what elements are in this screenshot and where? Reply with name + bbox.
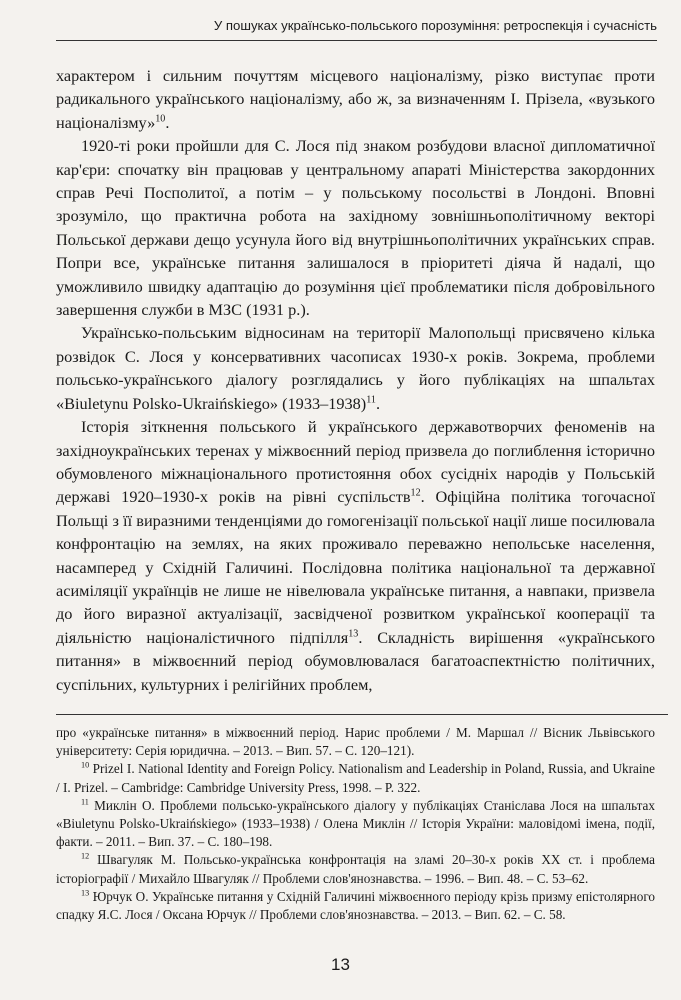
paragraph-3-text: Українсько-польським відносинам на території Малопольщі присвячено кілька розвідок С. Лося у консервативних часописах 1930-х років. Зокрема, проблеми польсько-українського діалогу розглядались у його публікаціях на шпальтах «Biuletynu Polsko-Ukraińskiego» (1933–1938) — [56, 323, 655, 413]
footnote-text: Миклін О. Проблеми польсько-українського діалогу у публікаціях Станіслава Лося на шпальтах «Biuletynu Polsko-Ukraińskiego» (1933–1938) / Олена Миклін // Історія України: маловідомі імена, події, факти. – 2011. – Вип. 37. – С. 180–198. — [56, 797, 655, 850]
footnote-12 — [56, 851, 655, 887]
footnote-ref-10: 10 — [155, 113, 166, 125]
footnote-text: Юрчук О. Українське питання у Східній Галичині міжвоєнного періоду крізь призму епістолярного спадку Я.С. Лося / Оксана Юрчук // Проблеми слов'янознавства. – 2013. – Вип. 62. – С. 58. — [56, 888, 655, 923]
footnote-number: 12 — [81, 852, 90, 862]
paragraph-4 — [56, 415, 655, 696]
paragraph-4-text-b: . Офіційна політика тогочасної Польщі з її виразними тенденціями до гомогенізації польської нації лише посилювала конфронтацію на землях, на яких проживало переважно непольське населення, насамперед у Східній Галичині. Послідовна політика національної та державної асиміляції українців не лише не нівелювала українське питання, а навпаки, призвела до його виразної актуалізації, засвідченої розвитком української кооперації та діяльністю націоналістичного підпілля — [56, 487, 656, 647]
paragraph-3 — [56, 321, 655, 415]
paragraph-1-end: . — [165, 112, 170, 132]
paragraph-1-text: характером і сильним почуттям місцевого націоналізму, різко виступає проти радикального українського націоналізму, або ж, за визначенням І. Прізела, «вузького націоналізму» — [56, 66, 655, 132]
paragraph-3-end: . — [375, 393, 381, 413]
paragraph-4-text-a: Історія зіткнення польського й українського державотворчих феноменів на західноукраїнських теренах у міжвоєнний період призвела до поглиблення історично обумовленого міжнаціонального протистояння обох сусідніх народів у Польській державі 1920–1930-х років на рівні суспільств — [56, 417, 655, 507]
paragraph-1 — [56, 64, 655, 134]
footnote-ref-12: 12 — [410, 487, 421, 499]
main-text — [56, 64, 655, 696]
footnote-11 — [56, 797, 655, 852]
footnote-number: 10 — [81, 761, 90, 771]
footnote-ref-11: 11 — [366, 394, 376, 406]
header-rule — [56, 40, 657, 41]
running-head: У пошуках українсько-польського порозуміння: ретроспекція і сучасність — [213, 18, 657, 33]
footnote-text: Prizel I. National Identity and Foreign Policy. Nationalism and Leadership in Poland, Russia, and Ukraine / I. Prizel. – Cambridge: Cambridge University Press, 1998. – P. 322. — [56, 761, 655, 795]
paragraph-4-text-c: . Складність вирішення «українського питання» в міжвоєнний період обумовлювалася багатоаспектністю політичних, суспільних, культурних і релігійних проблем, — [56, 627, 656, 694]
paragraph-2: 1920-ті роки пройшли для С. Лося під знаком розбудови власної дипломатичної кар'єри: спочатку він працював у центральному апараті Міністерства закордонних справ Речі Посполитої, а потім – у польському посольстві в Лондоні. Вповні зрозуміло, що практична робота на західному зовнішньополітичному векторі Польської держави дещо усунула його від внутрішньополітичних українських справ. Попри все, українське питання залишалося в пріоритеті діяча й надалі, що уможливило швидку адаптацію до розуміння цієї проблематики після добровільного завершення служби в МЗС (1931 р.). — [56, 136, 655, 320]
footnote-rule — [56, 714, 668, 715]
footnote-text: Швагуляк М. Польсько-українська конфронтація на зламі 20–30-х років XX ст. і проблема історіографії / Михайло Швагуляк // Проблеми слов'янознавства. – 1996. – Вип. 48. – С. 53–62. — [56, 852, 656, 886]
footnote-ref-13: 13 — [348, 628, 359, 640]
footnote-number: 11 — [81, 797, 89, 807]
footnote-13 — [56, 888, 655, 924]
footnotes — [56, 724, 655, 924]
footnote-continuation: про «українське питання» в міжвоєнний період. Нарис проблеми / М. Маршал // Вісник Львівського університету: Серія юридична. – 2013. – Вип. 57. – С. 120–121). — [56, 725, 655, 759]
footnote-number: 13 — [81, 888, 90, 898]
footnote-10 — [56, 760, 655, 796]
page-number: 13 — [331, 955, 350, 974]
